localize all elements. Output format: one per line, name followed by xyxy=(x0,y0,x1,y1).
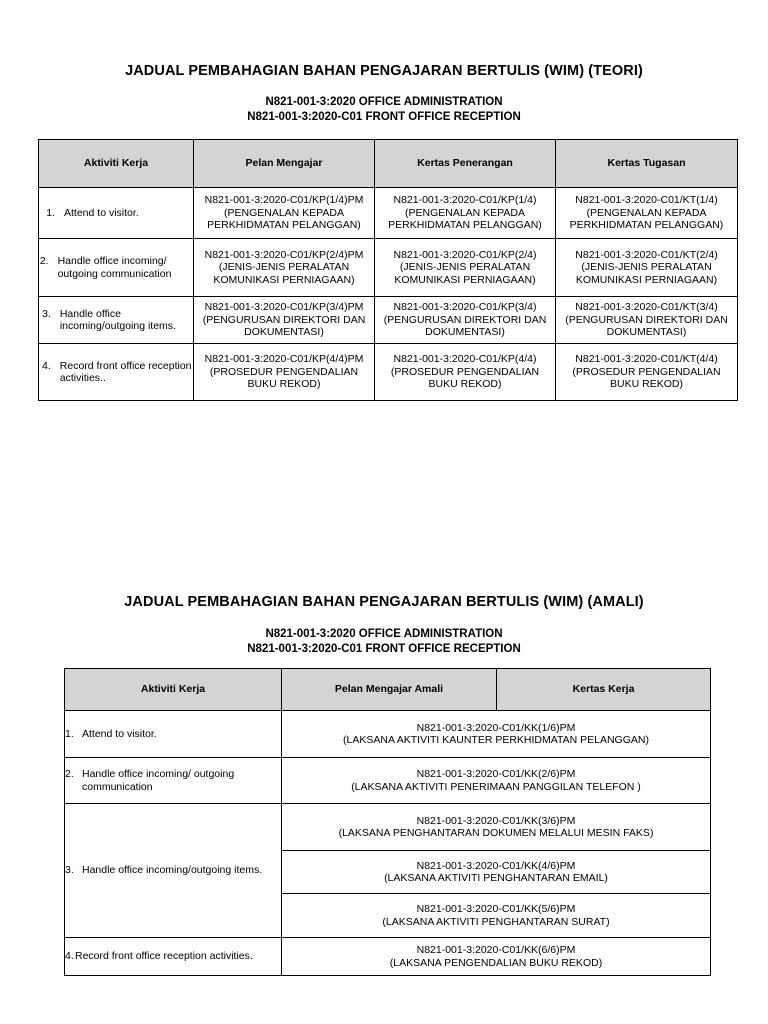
kertas-tugasan-cell: N821-001-3:2020-C01/KT(3/4) (PENGURUSAN DIREKTORI DAN DOKUMENTASI) xyxy=(556,297,738,344)
header-kertas-tugasan: Kertas Tugasan xyxy=(556,140,738,188)
amali-table xyxy=(64,668,711,976)
pelan-mengajar-cell: N821-001-3:2020-C01/KP(3/4)PM (PENGURUSAN DIREKTORI DAN DOKUMENTASI) xyxy=(194,297,375,344)
table-row xyxy=(65,938,711,976)
amali-title: JADUAL PEMBAHAGIAN BAHAN PENGAJARAN BERTULIS (WIM) (AMALI) xyxy=(124,594,644,610)
activity-cell: 1. Attend to visitor. xyxy=(65,711,282,758)
kertas-tugasan-cell: N821-001-3:2020-C01/KT(2/4) (JENIS-JENIS PERALATAN KOMUNIKASI PERNIAGAAN) xyxy=(556,239,738,297)
table-row xyxy=(39,188,738,239)
pelan-mengajar-cell: N821-001-3:2020-C01/KP(1/4)PM (PENGENALAN KEPADA PERKHIDMATAN PELANGGAN) xyxy=(194,188,375,239)
worksheet-cell: N821-001-3:2020-C01/KK(4/6)PM (LAKSANA AKTIVITI PENGHANTARAN EMAIL) xyxy=(282,851,711,894)
table-row xyxy=(65,711,711,758)
table-row xyxy=(39,297,738,344)
worksheet-cell: N821-001-3:2020-C01/KK(1/6)PM (LAKSANA AKTIVITI KAUNTER PERKHIDMATAN PELANGGAN) xyxy=(282,711,711,758)
activity-cell: 3. Handle office incoming/outgoing items. xyxy=(65,804,282,938)
header-kertas-penerangan: Kertas Penerangan xyxy=(375,140,556,188)
amali-subtitle-1: N821-001-3:2020 OFFICE ADMINISTRATION xyxy=(265,628,503,640)
header-aktiviti-kerja: Aktiviti Kerja xyxy=(39,140,194,188)
header-pelan-mengajar: Pelan Mengajar xyxy=(194,140,375,188)
table-header-row xyxy=(39,140,738,188)
table-row xyxy=(39,239,738,297)
kertas-tugasan-cell: N821-001-3:2020-C01/KT(4/4) (PROSEDUR PENGENDALIAN BUKU REKOD) xyxy=(556,344,738,401)
activity-cell: 1. Attend to visitor. xyxy=(39,188,194,239)
kertas-penerangan-cell: N821-001-3:2020-C01/KP(1/4) (PENGENALAN KEPADA PERKHIDMATAN PELANGGAN) xyxy=(375,188,556,239)
worksheet-cell: N821-001-3:2020-C01/KK(2/6)PM (LAKSANA AKTIVITI PENERIMAAN PANGGILAN TELEFON ) xyxy=(282,758,711,804)
activity-cell: 3. Handle office incoming/outgoing items. xyxy=(39,297,194,344)
kertas-penerangan-cell: N821-001-3:2020-C01/KP(3/4) (PENGURUSAN DIREKTORI DAN DOKUMENTASI) xyxy=(375,297,556,344)
teori-subtitle-1: N821-001-3:2020 OFFICE ADMINISTRATION xyxy=(265,96,503,108)
teori-subtitle-2: N821-001-3:2020-C01 FRONT OFFICE RECEPTION xyxy=(247,111,521,123)
activity-cell: 2. Handle office incoming/ outgoing communication xyxy=(39,239,194,297)
kertas-penerangan-cell: N821-001-3:2020-C01/KP(2/4) (JENIS-JENIS PERALATAN KOMUNIKASI PERNIAGAAN) xyxy=(375,239,556,297)
pelan-mengajar-cell: N821-001-3:2020-C01/KP(4/4)PM (PROSEDUR PENGENDALIAN BUKU REKOD) xyxy=(194,344,375,401)
pelan-mengajar-cell: N821-001-3:2020-C01/KP(2/4)PM (JENIS-JENIS PERALATAN KOMUNIKASI PERNIAGAAN) xyxy=(194,239,375,297)
table-row xyxy=(65,804,711,851)
header-aktiviti-kerja: Aktiviti Kerja xyxy=(65,669,282,711)
header-kertas-kerja: Kertas Kerja xyxy=(497,669,711,711)
header-pelan-mengajar-amali: Pelan Mengajar Amali xyxy=(282,669,497,711)
amali-subtitle-2: N821-001-3:2020-C01 FRONT OFFICE RECEPTION xyxy=(247,643,521,655)
teori-title: JADUAL PEMBAHAGIAN BAHAN PENGAJARAN BERTULIS (WIM) (TEORI) xyxy=(125,63,643,79)
teori-table xyxy=(38,139,738,401)
worksheet-cell: N821-001-3:2020-C01/KK(3/6)PM (LAKSANA PENGHANTARAN DOKUMEN MELALUI MESIN FAKS) xyxy=(282,804,711,851)
activity-cell: 4. Record front office reception activities. xyxy=(65,938,282,976)
table-header-row xyxy=(65,669,711,711)
kertas-tugasan-cell: N821-001-3:2020-C01/KT(1/4) (PENGENALAN KEPADA PERKHIDMATAN PELANGGAN) xyxy=(556,188,738,239)
activity-cell: 2. Handle office incoming/ outgoing communication xyxy=(65,758,282,804)
worksheet-cell: N821-001-3:2020-C01/KK(5/6)PM (LAKSANA AKTIVITI PENGHANTARAN SURAT) xyxy=(282,894,711,938)
table-row xyxy=(65,758,711,804)
kertas-penerangan-cell: N821-001-3:2020-C01/KP(4/4) (PROSEDUR PENGENDALIAN BUKU REKOD) xyxy=(375,344,556,401)
activity-cell: 4. Record front office reception activities.. xyxy=(39,344,194,401)
table-row xyxy=(39,344,738,401)
worksheet-cell: N821-001-3:2020-C01/KK(6/6)PM (LAKSANA PENGENDALIAN BUKU REKOD) xyxy=(282,938,711,976)
